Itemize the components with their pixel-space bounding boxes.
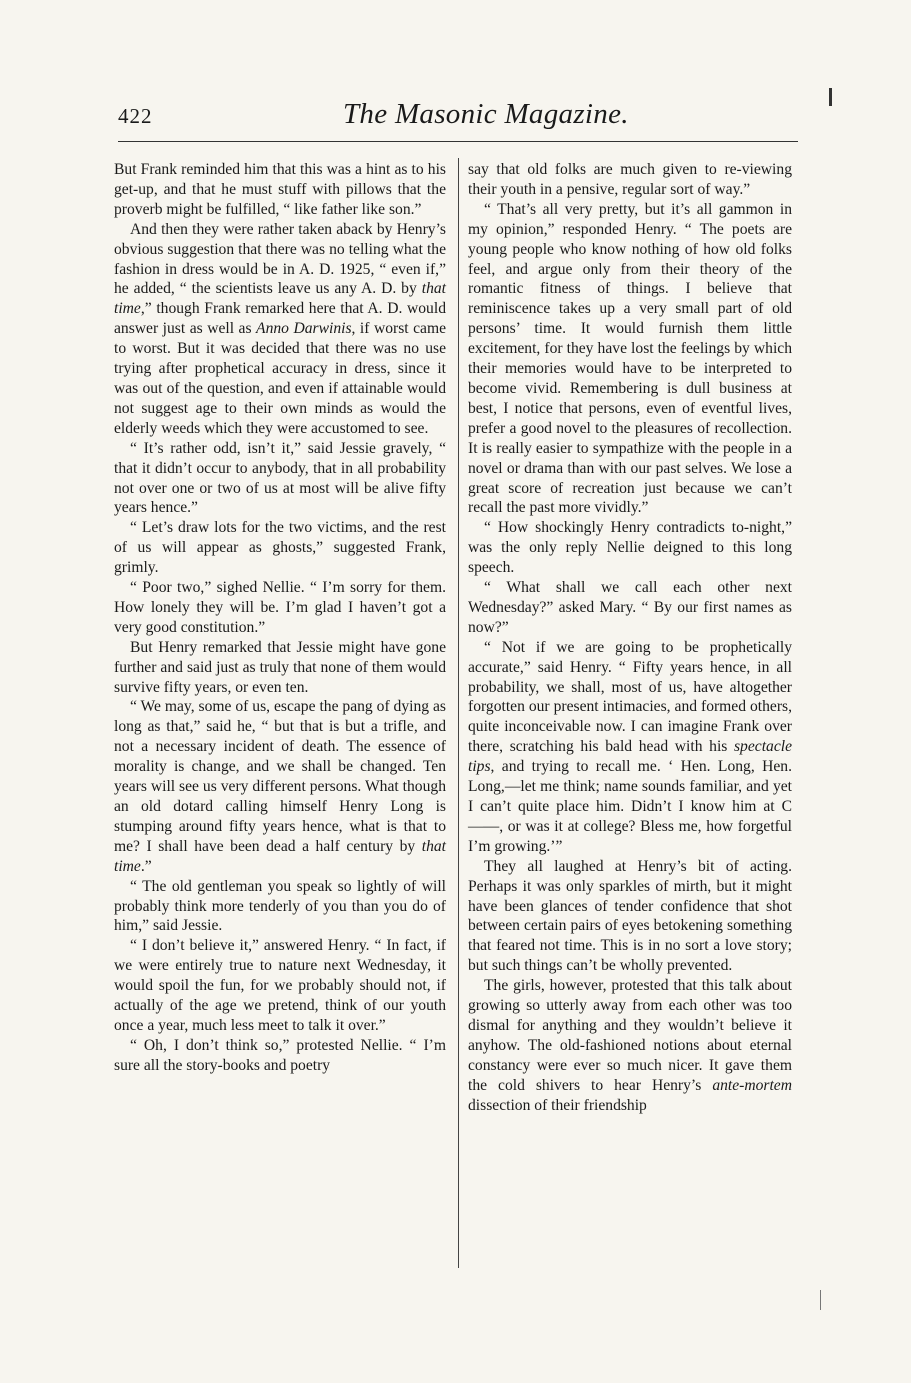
paragraph: “ I don’t believe it,” answered Henry. “ In fact, if we were entirely true to nature next Wednesday, it would spoil the fun, for we probably should not, if actually of the age we pretend, think of our youth once a year, much less meet to talk it over.” <box>114 937 446 1034</box>
running-title: The Masonic Magazine. <box>343 98 629 130</box>
column-divider <box>458 158 459 1268</box>
paragraph: say that old folks are much given to re-viewing their youth in a pensive, regular sort of way.” <box>468 161 792 198</box>
paragraph: And then they were rather taken aback by Henry’s obvious suggestion that there was no telling what the fashion in dress would be in A. D. 1925, “ even if,” he added, “ the scientists leave us any A. D. by that time,” though Frank remarked here that A. D. would answer just as well as Anno Darwinis, if worst came to worst. But it was decided that there was no use trying after prophetical accuracy in dress, since it was out of the question, and even if attainable would not suggest age to their own minds as would the elderly weeds which they were accustomed to see. <box>114 220 447 437</box>
paragraph: “ That’s all very pretty, but it’s all gammon in my opinion,” responded Henry. “ The poets are young people who know nothing of how old folks feel, and argue only from their theory of the romantic fitness of things. I believe that reminiscence takes up a very small part of old persons’ time. It would furnish them little excitement, for they have lost the feelings by which their memories would have to be interpreted to become vivid. Remembering is dull business at best, I notice that persons, even of eventful lives, prefer a good novel to the pleasures of recollection. It is really easier to sympathize with the people in a novel or drama than with our past selves. We lose a great score of recreation just because we can’t recall the past more vividly.” <box>468 200 792 517</box>
left-column <box>114 160 446 1076</box>
paragraph: “ Poor two,” sighed Nellie. “ I’m sorry for them. How lonely they will be. I’m glad I haven’t got a very good constitution.” <box>114 579 446 636</box>
paragraph: “ It’s rather odd, isn’t it,” said Jessie gravely, “ that it didn’t occur to anybody, that in all probability not over one or two of us at most will be alive fifty years hence.” <box>114 439 446 517</box>
paragraph: But Frank reminded him that this was a hint as to his get-up, and that he must stuff with pillows that the proverb might be fulfilled, “ like father like son.” <box>114 161 446 218</box>
paragraph: “ Let’s draw lots for the two victims, and the rest of us will appear as ghosts,” suggested Frank, grimly. <box>114 519 446 577</box>
paragraph: “ Not if we are going to be prophetically accurate,” said Henry. “ Fifty years hence, in all probability, we shall, most of us, have altogether forgotten our present intimacies, and formed others, quite inconceivable now. I can imagine Frank over there, scratching his bald head with his spectacle tips, and trying to recall me. ‘ Hen. Long, Hen. Long,—let me think; name sounds familiar, and yet I can’t quite place him. Didn’t I know him at C——, or was it at college? Bless me, how forgetful I’m growing.’” <box>468 638 792 855</box>
paragraph: “ Oh, I don’t think so,” protested Nellie. “ I’m sure all the story-books and poetry <box>114 1036 446 1074</box>
paragraph: “ What shall we call each other next Wednesday?” asked Mary. “ By our first names as now?” <box>468 579 792 636</box>
paragraph: But Henry remarked that Jessie might have gone further and said just as truly that none of them would survive fifty years, or even ten. <box>114 638 446 696</box>
right-column <box>468 160 792 1116</box>
header-rule <box>118 141 798 142</box>
paragraph: The girls, however, protested that this talk about growing so utterly away from each other was too dismal for anything and they wouldn’t believe it anyhow. The old-fashioned notions about eternal constancy were ever so much nicer. It gave them the cold shivers to hear Henry’s ante-mortem dissection of their friendship <box>468 977 792 1114</box>
page-header <box>118 98 798 138</box>
paragraph: “ The old gentleman you speak so lightly of will probably think more tenderly of you than you do of him,” said Jessie. <box>114 877 446 935</box>
page-number: 422 <box>118 104 153 128</box>
paragraph: “ We may, some of us, escape the pang of dying as long as that,” said he, “ but that is but a trifle, and not a necessary incident of death. The essence of morality is change, and we shall be changed. Ten years will see us very different persons. What though an old dotard calling himself Henry Long is stumping around fifty years hence, what is that to me? I shall have been dead a half century by that time.” <box>114 698 446 875</box>
paragraph: They all laughed at Henry’s bit of acting. Perhaps it was only sparkles of mirth, but it might have been glances of tender confidence that shot between certain pairs of eyes betokening something that feared not time. This is in no sort a love story; but such things can’t be wholly prevented. <box>468 857 792 975</box>
margin-mark <box>820 1290 821 1310</box>
margin-mark <box>829 88 832 106</box>
paragraph: “ How shockingly Henry contradicts to-night,” was the only reply Nellie deigned to this long speech. <box>468 519 792 577</box>
